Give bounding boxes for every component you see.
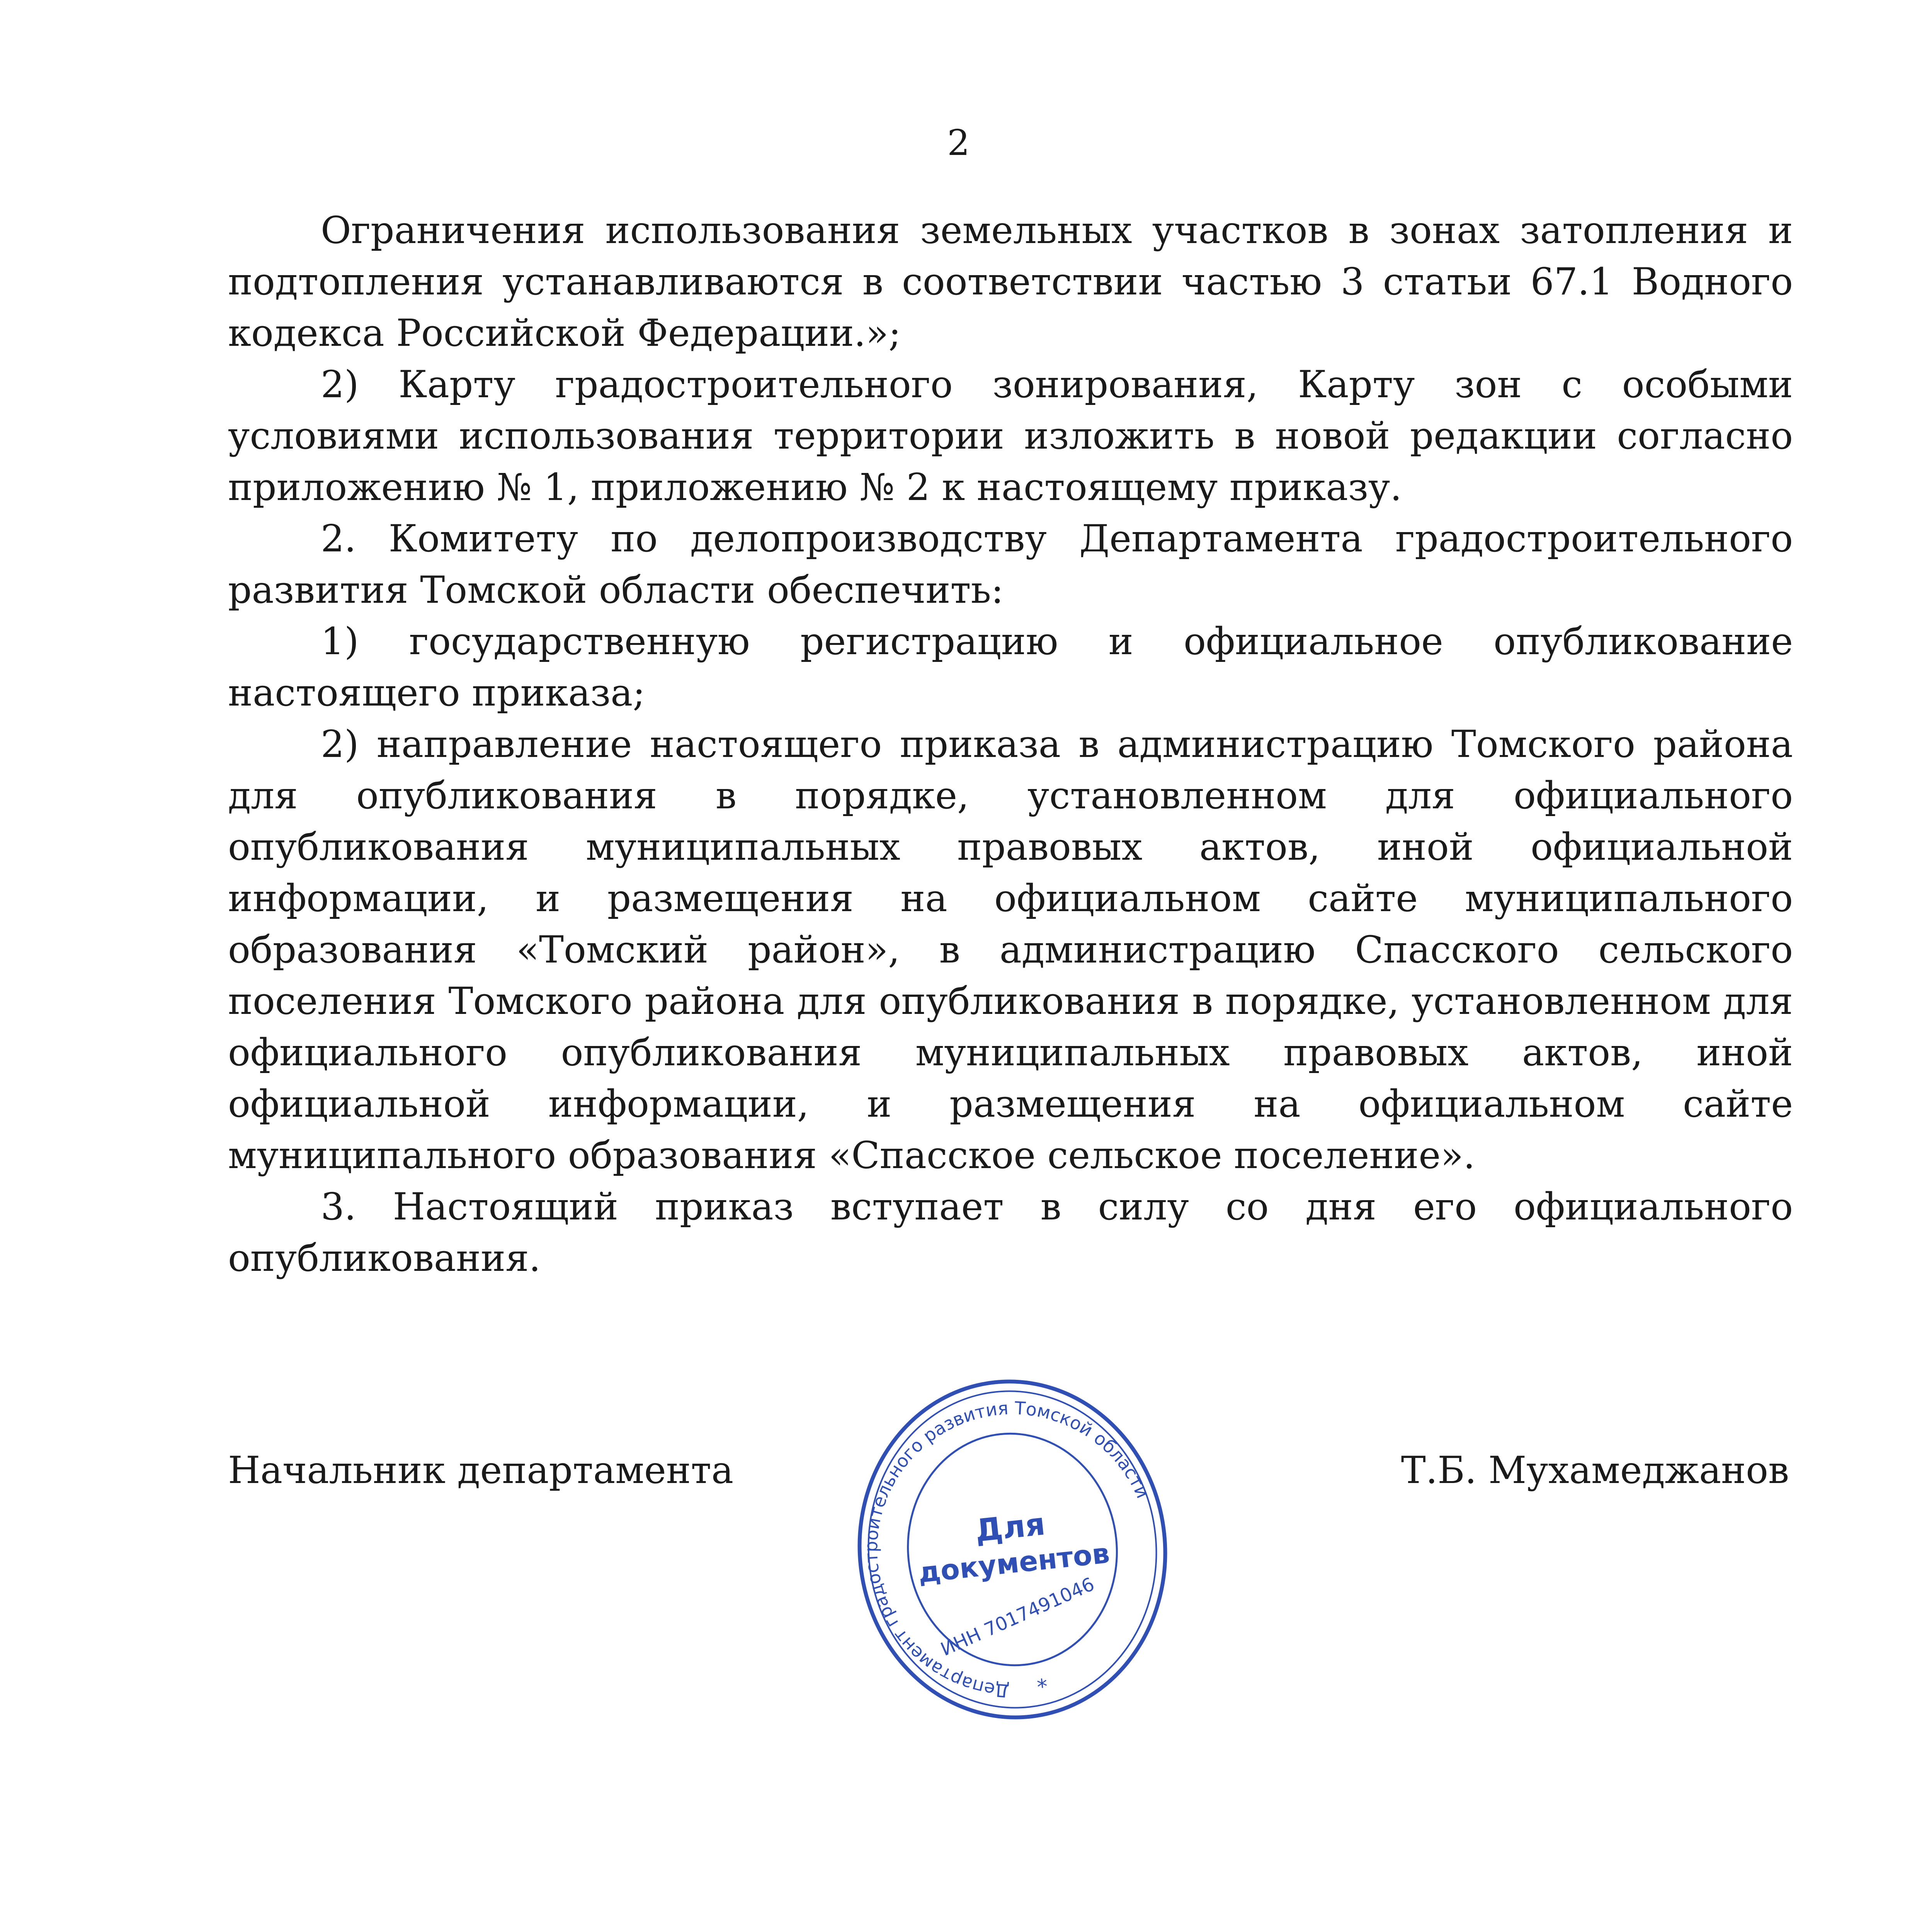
stamp-inn: ИНН 7017491046 (937, 1573, 1098, 1661)
paragraph-registration: 1) государственную регистрацию и официальное опубликование настоящего приказа; (228, 620, 1793, 714)
paragraph-publication: 2) направление настоящего приказа в администрацию Томского района для опубликования в порядке, установленном для официального опубликования муниципальных правовых актов, иной официальной информации, и размещения на официальном сайте муниципального образования «Томский район», в администрацию Спасского сельского поселения Томского района для опубликования в порядке, установленном для официального опубликования муниципальных правовых актов, иной официальной информации, и размещения на официальном сайте муниципального образования «Спасское сельское поселение». (228, 723, 1793, 1177)
official-stamp (854, 1376, 1171, 1731)
signatory-position: Начальник департамента (228, 1449, 734, 1492)
stamp-seal-icon (854, 1376, 1171, 1731)
signatory-name: Т.Б. Мухамеджанов (1401, 1449, 1789, 1492)
paragraph-committee: 2. Комитету по делопроизводству Департамента градостроительного развития Томской области обеспечить: (228, 517, 1793, 612)
paragraph-zoning-map: 2) Карту градостроительного зонирования, Карту зон с особыми условиями использования территории изложить в новой редакции согласно приложению № 1, приложению № 2 к настоящему приказу. (228, 363, 1793, 509)
paragraph-flood-zones: Ограничения использования земельных участков в зонах затопления и подтопления устанавливаются в соответствии частью 3 статьи 67.1 Водного кодекса Российской Федерации.»; (228, 209, 1793, 355)
document-body (228, 205, 1793, 1284)
page-number: 2 (947, 122, 970, 163)
stamp-star-icon: * (1036, 1674, 1049, 1700)
stamp-outer-text: Департамент градостроительного развития Томской области (860, 1397, 1153, 1702)
stamp-center-line2: документов (916, 1537, 1111, 1589)
stamp-center-line1: Для (973, 1506, 1047, 1549)
paragraph-effective: 3. Настоящий приказ вступает в силу со дня его официального опубликования. (228, 1185, 1793, 1280)
